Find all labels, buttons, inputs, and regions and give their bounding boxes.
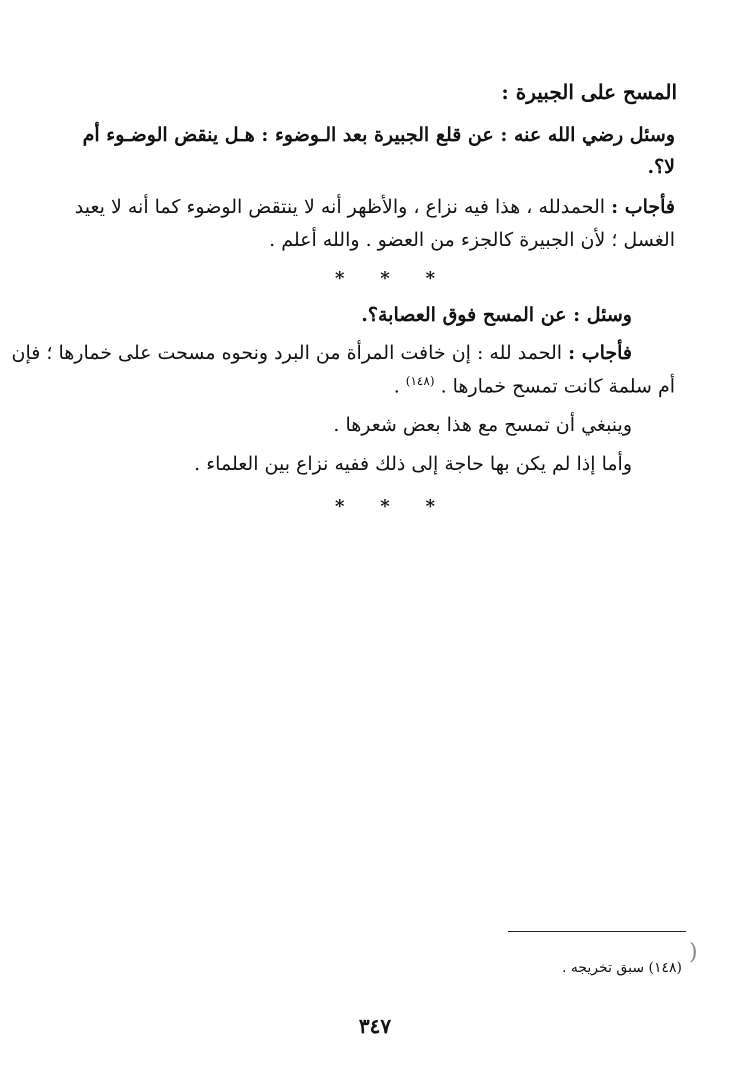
- answer-2-line-2-end: .: [393, 375, 400, 398]
- separator-stars-1: [335, 268, 435, 289]
- footnote-separator: [508, 931, 686, 932]
- answer-2-line-2: [394, 374, 675, 398]
- separator-stars-2: [335, 496, 435, 517]
- question-1-line-1: [83, 124, 675, 147]
- answer-1-line-2: الغسل ؛ لأن الجبيرة كالجزء من العضو . والله أعلم .: [269, 229, 675, 251]
- paragraph-4: وأما إذا لم يكن بها حاجة إلى ذلك ففيه نزاع بين العلماء .: [194, 453, 632, 475]
- paragraph-3: وينبغي أن تمسح مع هذا بعض شعرها .: [333, 414, 632, 436]
- star: *: [380, 496, 390, 517]
- answer-1-text: الحمدلله ، هذا فيه نزاع ، والأظهر أنه لا ينتقض الوضوء كما أنه لا يعيد: [74, 196, 606, 218]
- section-heading: المسح على الجبيرة :: [501, 80, 677, 104]
- footnote-reference: (١٤٨): [405, 374, 435, 388]
- star: *: [335, 496, 345, 517]
- answer-2-line-2-text: أم سلمة كانت تمسح خمارها .: [440, 375, 675, 398]
- margin-mark: (: [689, 940, 698, 965]
- star: *: [335, 268, 345, 289]
- question-2: [361, 304, 632, 327]
- answer-2-line-1: [12, 342, 632, 365]
- question-1-text: رضي الله عنه : عن قلع الجبيرة بعد الـوضوء : هـل ينقض الوضـوء أم: [82, 124, 624, 146]
- star: *: [425, 268, 435, 289]
- answer-2-label: فأجاب :: [568, 342, 632, 364]
- question-2-text: عن المسح فوق العصابة؟.: [361, 304, 567, 326]
- answer-1-label: فأجاب :: [611, 196, 675, 218]
- question-2-label: وسئل :: [573, 304, 632, 326]
- answer-1-line-1: [75, 196, 675, 219]
- star: *: [380, 268, 390, 289]
- star: *: [425, 496, 435, 517]
- page-number: ٣٤٧: [358, 1014, 392, 1038]
- question-1-line-2: لا؟.: [647, 156, 675, 178]
- answer-2-text: الحمد لله : إن خافت المرأة من البرد ونحوه مسحت على خمارها ؛ فإن: [11, 342, 563, 364]
- footnote-text: (١٤٨) سبق تخريجه .: [561, 960, 682, 976]
- question-1-label: وسئل: [629, 124, 675, 146]
